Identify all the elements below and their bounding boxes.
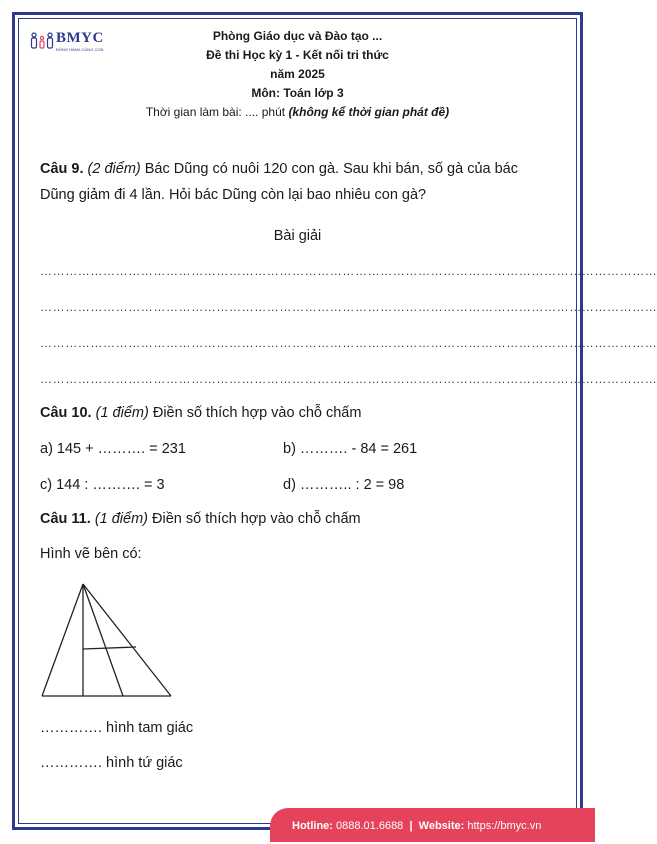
footer-separator: | <box>409 820 413 832</box>
q9-text-line2: Dũng giảm đi 4 lần. Hỏi bác Dũng còn lại bao nhiêu con gà? <box>40 187 427 203</box>
q10-item-b[interactable]: b) ………. - 84 = 261 <box>283 441 418 457</box>
header-subject: Môn: Toán lớp 3 <box>251 86 344 100</box>
logo-tagline: ĐỒNG HÀNH CÙNG CON <box>56 47 104 52</box>
q9-answer-line-3[interactable]: ………………………………………………………………………………………………………………………………… <box>40 336 657 350</box>
q11-answer-triangles[interactable]: …………. hình tam giác <box>40 720 194 736</box>
time-note: (không kể thời gian phát đề) <box>288 105 450 119</box>
q9-answer-line-1[interactable]: ………………………………………………………………………………………………………………………………… <box>40 264 657 278</box>
exam-header <box>0 27 595 122</box>
page-frame-inner <box>18 18 657 824</box>
q10-item-d[interactable]: d) ……….. : 2 = 98 <box>283 477 405 493</box>
q10-title: Câu 10. <box>40 405 92 421</box>
q11-heading <box>40 511 361 527</box>
q11-figure-label: Hình vẽ bên có: <box>40 546 142 562</box>
q11-score: (1 điểm) <box>94 511 148 527</box>
header-exam-title: Đề thi Học kỳ 1 - Kết nối tri thức <box>206 48 389 62</box>
q10-score: (1 điểm) <box>95 405 149 421</box>
q10-item-c[interactable]: c) 144 : ………. = 3 <box>40 477 165 493</box>
q9-score: (2 điểm) <box>87 161 141 177</box>
q10-text: Điền số thích hợp vào chỗ chấm <box>152 405 362 421</box>
footer-bar <box>270 808 595 842</box>
q9-text-line1: Bác Dũng có nuôi 120 con gà. Sau khi bán, số gà của bác <box>144 161 518 177</box>
q9-answer-line-2[interactable]: ………………………………………………………………………………………………………………………………… <box>40 300 657 314</box>
q9-title: Câu 9. <box>40 161 84 177</box>
header-department: Phòng Giáo dục và Đào tạo ... <box>212 29 383 43</box>
q11-title: Câu 11. <box>40 511 91 527</box>
header-year: năm 2025 <box>270 67 325 81</box>
website-label: Website: <box>418 820 465 832</box>
hotline-number[interactable]: 0888.01.6688 <box>336 820 404 832</box>
q11-answer-quads[interactable]: …………. hình tứ giác <box>40 755 183 771</box>
q10-item-a[interactable]: a) 145 + ………. = 231 <box>40 441 186 457</box>
triangle-figure <box>40 580 180 700</box>
header-time <box>0 103 595 122</box>
q10-heading <box>40 405 361 421</box>
time-label: Thời gian làm bài: .... phút <box>145 105 286 119</box>
q11-text: Điền số thích hợp vào chỗ chấm <box>152 511 361 527</box>
q9-solution-label: Bài giải <box>273 228 322 244</box>
logo-text: BMYC <box>56 30 104 46</box>
q9-line1 <box>40 161 518 177</box>
website-link[interactable]: https://bmyc.vn <box>467 820 542 832</box>
q9-answer-line-4[interactable]: ………………………………………………………………………………………………………………………………… <box>40 372 657 386</box>
hotline-label: Hotline: <box>292 820 333 832</box>
